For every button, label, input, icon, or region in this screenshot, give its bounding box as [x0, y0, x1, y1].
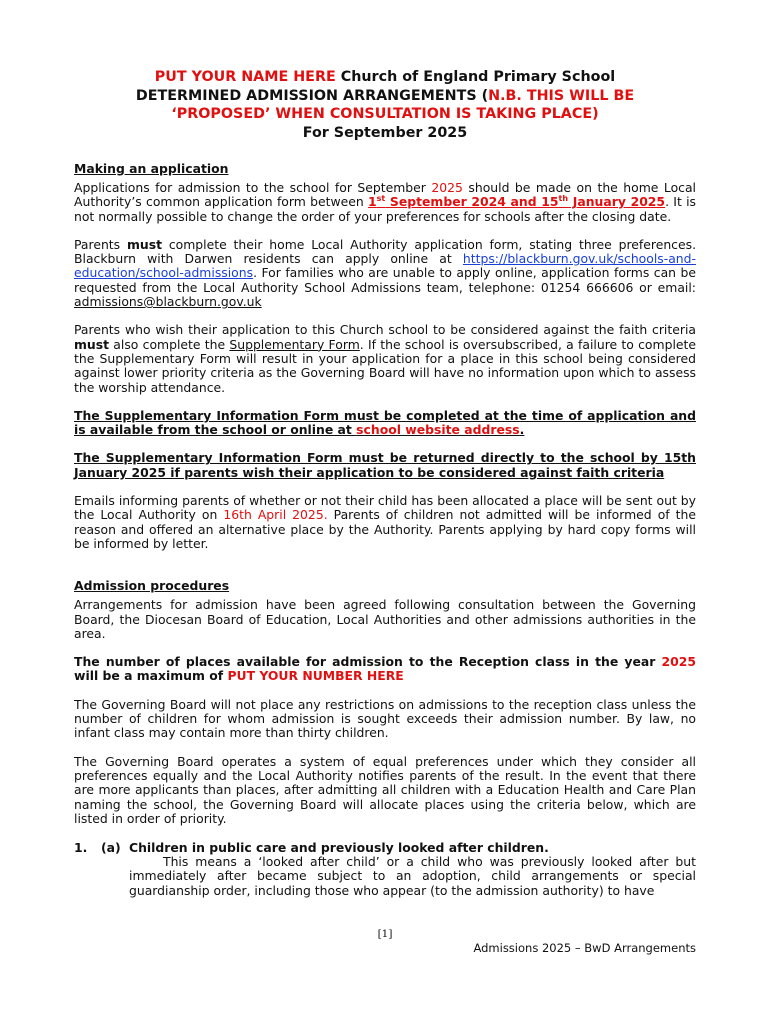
church-school-paragraph: Parents who wish their application to this Church school to be considered against the faith criteria must also complete the Supplementary Form. If the school is oversubscribed, a failure to complete the Supplementary Form will result in your application for a place in this school being considered against lower priority criteria as the Governing Board will have no information upon which to assess the worship attendance. [74, 322, 696, 395]
equal-preferences-paragraph: The Governing Board operates a system of equal preferences under which they consider all preferences equally and the Local Authority notifies parents of the result. In the event that there are more applicants than places, after admitting all children with a Education Health and Care Plan naming the school, the Governing Board will allocate places using the criteria below, which are listed in order of priority. [74, 753, 696, 826]
criterion-number: 1. [74, 840, 88, 856]
admission-number-placeholder: PUT YOUR NUMBER HERE [227, 668, 404, 684]
page-footer [74, 928, 696, 955]
footer-title: Admissions 2025 – BwD Arrangements [473, 941, 696, 955]
parents-paragraph: Parents must complete their home Local Authority application form, stating three preferences. Blackburn with Darwen residents can apply online at https://blackburn.gov.uk/schools-and-education/school-admissions. For families who are unable to apply online, application forms can be requested from the Local Authority School Admissions team, telephone: 01254 666606 or email: admissions@blackburn.gov.uk [74, 236, 697, 310]
title-line2: DETERMINED ADMISSION ARRANGEMENTS ( [135, 87, 489, 104]
supplementary-deadline-notice: The Supplementary Information Form must be returned directly to the school by 15th January 2025 if parents wish their application to be considered against faith criteria [74, 450, 696, 480]
offer-emails-paragraph: Emails informing parents of whether or not their child has been allocated a place will be sent out by the Local Authority on 16th April 2025. Parents of children not admitted will be informed of the reason and offered an alternative place by the Authority. Parents applying by hard copy forms will be informed by letter. [74, 493, 696, 551]
school-website-placeholder: school website address [356, 422, 520, 438]
application-paragraph: Applications for admission to the school for September 2025 should be made on the home Local Authority’s common application form between 1st September 2024 and 15th January 2025. It is not normally possible to change the order of your preferences for schools after the closing date. [74, 180, 697, 224]
school-name-suffix: Church of England Primary School [335, 69, 616, 85]
criterion-title: Children in public care and previously looked after children. [129, 840, 549, 856]
admission-procedures-heading: Admission procedures [74, 578, 230, 594]
title-note-continued: ‘PROPOSED’ WHEN CONSULTATION IS TAKING PLACE) [171, 106, 599, 122]
arrangements-paragraph: Arrangements for admission have been agreed following consultation between the Governing Board, the Diocesan Board of Education, Local Authorities and other admissions authorities in the area. [74, 597, 696, 641]
school-name-placeholder: PUT YOUR NAME HERE [154, 69, 336, 85]
title-year: For September 2025 [302, 124, 468, 141]
criterion-1-text: This means a ‘looked after child’ or a child who was previously looked after but immediately after became subject to an adoption, child arrangements or special guardianship order, including those who appear (to the admission authority) to have [129, 854, 696, 898]
places-available-paragraph: The number of places available for admission to the Reception class in the year 2025 will be a maximum of PUT YOUR NUMBER HERE [74, 654, 696, 684]
document-page [74, 68, 696, 898]
restrictions-paragraph: The Governing Board will not place any restrictions on admissions to the reception class unless the number of children for whom admission is sought exceeds their admission number. By law, no infant class may contain more than thirty children. [74, 696, 696, 741]
criterion-sub-letter: (a) [101, 840, 121, 856]
supplementary-form-link[interactable]: Supplementary Form [229, 336, 360, 352]
title-note: N.B. THIS WILL BE [488, 87, 635, 104]
supplementary-form-notice: The Supplementary Information Form must be completed at the time of application and is available from the school or online at school website address. [74, 407, 696, 438]
admissions-website-link[interactable]: https://blackburn.gov.uk/schools-and-education/school-admissions [74, 251, 696, 281]
document-title [74, 68, 696, 142]
application-window-dates: 1st September 2024 and 15th January 2025 [368, 194, 666, 210]
page-number: [1] [377, 928, 393, 940]
making-application-heading: Making an application [74, 161, 229, 176]
criterion-1-heading [74, 840, 696, 855]
admissions-email-link[interactable]: admissions@blackburn.gov.uk [74, 294, 262, 310]
